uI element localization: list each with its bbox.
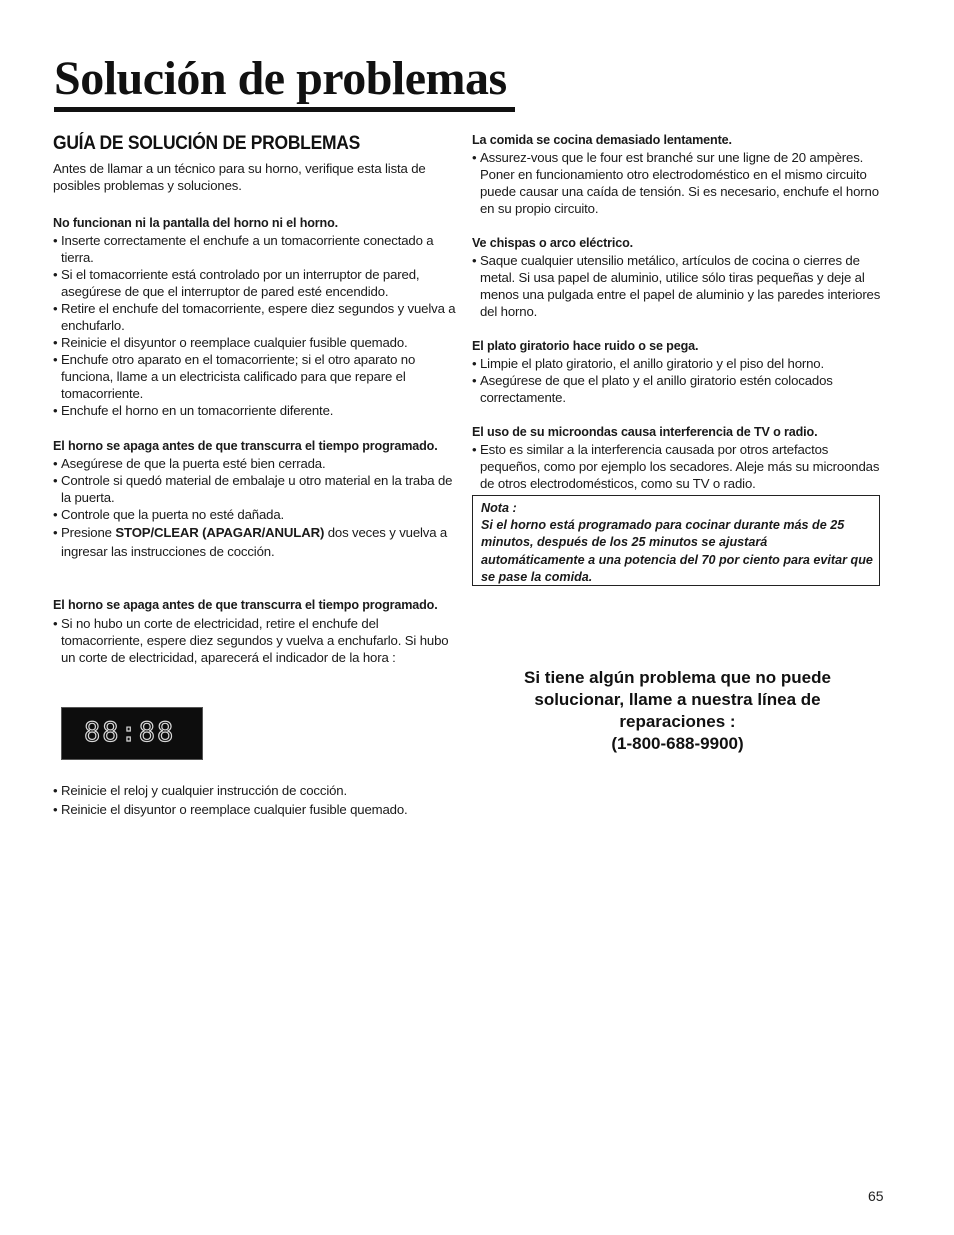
list-item: • Asegúrese de que la puerta esté bien cerrada. bbox=[53, 455, 453, 472]
section-heading: No funcionan ni la pantalla del horno ni el horno. bbox=[53, 216, 338, 230]
list-item: • Retire el enchufe del tomacorriente, espere diez segundos y vuelva a enchufarlo. bbox=[53, 300, 461, 334]
list-item: • Assurez-vous que le four est branché sur une ligne de 20 ampères. Poner en funcionamiento otro electrodoméstico en el mismo circuito puede causar una caída de tensión. Si es necesario, enchufe el horno en su propio circuito. bbox=[472, 149, 882, 217]
note-text: Si el horno está programado para cocinar durante más de 25 minutos, después de los 25 minutos se ajustará automáticamente a una potencia del 70 por ciento para evitar que se pase la comida. bbox=[481, 518, 873, 584]
section-cooks-slowly bbox=[472, 131, 882, 217]
section-tv-interference bbox=[472, 423, 882, 492]
list-item: • Si no hubo un corte de electricidad, retire el enchufe del tomacorriente, espere diez segundos y vuelva a enchufarlo. Si hubo un corte de electricidad, aparecerá el indicador de la hora : bbox=[53, 615, 463, 666]
bullet-list bbox=[53, 615, 463, 666]
list-item: • Enchufe otro aparato en el tomacorriente; si el otro aparato no funciona, llame a un electricista calificado para que repare el tomacorriente. bbox=[53, 351, 461, 402]
note-label: Nota : bbox=[481, 501, 517, 515]
title-underline bbox=[54, 107, 515, 112]
bullet-list bbox=[472, 252, 882, 320]
guide-heading: GUÍA DE SOLUCIÓN DE PROBLEMAS bbox=[53, 133, 360, 154]
list-item: • Limpie el plato giratorio, el anillo giratorio y el piso del horno. bbox=[472, 355, 882, 372]
bullet-list bbox=[53, 781, 463, 819]
help-callout bbox=[480, 667, 875, 755]
clock-display-image bbox=[61, 707, 203, 760]
section-after-display bbox=[53, 781, 463, 819]
support-phone-number: (1-800-688-9900) bbox=[611, 734, 744, 753]
section-oven-shuts-off-2 bbox=[53, 596, 463, 666]
list-item: • Enchufe el horno en un tomacorriente diferente. bbox=[53, 402, 461, 419]
list-item bbox=[53, 523, 453, 561]
list-item: • Esto es similar a la interferencia causada por otros artefactos pequeños, como por ejemplo los secadores. Aleje más su microondas de otros electrodomésticos, como su TV o radio. bbox=[472, 441, 882, 492]
section-sparks bbox=[472, 234, 882, 320]
bullet-list bbox=[472, 149, 882, 217]
list-item: • Inserte correctamente el enchufe a un tomacorriente conectado a tierra. bbox=[53, 232, 461, 266]
page-title: Solución de problemas bbox=[54, 52, 507, 105]
section-heading: La comida se cocina demasiado lentamente. bbox=[472, 133, 732, 147]
guide-intro: Antes de llamar a un técnico para su horno, verifique esta lista de posibles problemas y soluciones. bbox=[53, 161, 426, 193]
section-turntable bbox=[472, 337, 882, 406]
list-item: • Si el tomacorriente está controlado por un interruptor de pared, asegúrese de que el interruptor de pared esté encendido. bbox=[53, 266, 461, 300]
callout-text: Si tiene algún problema que no puede solucionar, llame a nuestra línea de reparaciones : bbox=[524, 668, 831, 731]
bullet-list bbox=[472, 441, 882, 492]
section-heading: El uso de su microondas causa interferencia de TV o radio. bbox=[472, 425, 818, 439]
stop-clear-key-label: STOP/CLEAR (APAGAR/ANULAR) bbox=[115, 525, 325, 540]
section-no-power bbox=[53, 214, 461, 419]
item-text: dos veces y vuelva a ingresar las instrucciones de cocción. bbox=[61, 525, 448, 559]
list-item: • Saque cualquier utensilio metálico, artículos de cocina o cierres de metal. Si usa papel de aluminio, utilice sólo tiras pequeñas y deje al menos una pulgada entre el papel de aluminio y las paredes interiores del horno. bbox=[472, 252, 882, 320]
item-text: Presione bbox=[61, 525, 116, 540]
bullet-list bbox=[53, 232, 461, 419]
page-number: 65 bbox=[868, 1188, 884, 1204]
list-item: • Reinicie el disyuntor o reemplace cualquier fusible quemado. bbox=[53, 800, 463, 819]
list-item: • Asegúrese de que el plato y el anillo giratorio estén colocados correctamente. bbox=[472, 372, 882, 406]
list-item: • Controle si quedó material de embalaje u otro material en la traba de la puerta. bbox=[53, 472, 453, 506]
section-heading: El horno se apaga antes de que transcurra el tiempo programado. bbox=[53, 439, 438, 453]
note-box bbox=[472, 495, 880, 586]
bullet-list bbox=[53, 455, 453, 561]
list-item: • Reinicie el disyuntor o reemplace cualquier fusible quemado. bbox=[53, 334, 461, 351]
section-heading: El horno se apaga antes de que transcurra el tiempo programado. bbox=[53, 598, 438, 612]
clock-digits: 88:88 bbox=[84, 717, 176, 748]
section-heading: El plato giratorio hace ruido o se pega. bbox=[472, 339, 699, 353]
bullet-list bbox=[472, 355, 882, 406]
list-item: • Controle que la puerta no esté dañada. bbox=[53, 506, 453, 523]
section-heading: Ve chispas o arco eléctrico. bbox=[472, 236, 634, 250]
section-oven-shuts-off-1 bbox=[53, 437, 453, 561]
list-item: • Reinicie el reloj y cualquier instrucción de cocción. bbox=[53, 781, 463, 800]
